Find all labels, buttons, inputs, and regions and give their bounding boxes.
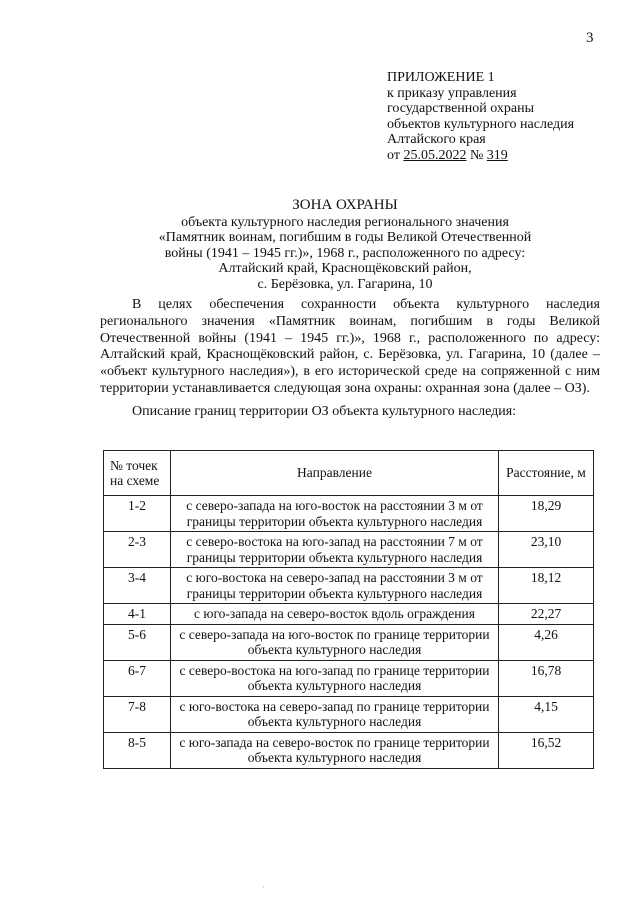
header-points: № точек на схеме — [104, 451, 171, 496]
cell-direction: с северо-запада на юго-восток по границе территории объекта культурного наследия — [171, 624, 499, 660]
appendix-line: государственной охраны — [387, 101, 535, 116]
table-row — [104, 732, 594, 768]
title-line: объекта культурного наследия регионального значения — [181, 214, 509, 230]
cell-direction: с северо-востока на юго-запад на расстоянии 7 м от границы территории объекта культурного наследия — [171, 532, 499, 568]
table-row — [104, 660, 594, 696]
cell-points: 1-2 — [104, 496, 171, 532]
appendix-line: объектов культурного наследия — [387, 116, 575, 132]
page-number: 3 — [586, 30, 594, 46]
cell-points: 2-3 — [104, 532, 171, 568]
cell-points: 5-6 — [104, 624, 171, 660]
date-prefix: от — [387, 147, 404, 163]
cell-direction: с юго-запада на северо-восток по границе территории объекта культурного наследия — [171, 732, 499, 768]
order-date: 25.05.2022 — [403, 147, 467, 163]
cell-direction: с северо-запада на юго-восток на расстоянии 3 м от границы территории объекта культурного наследия — [171, 496, 499, 532]
cell-distance: 4,26 — [499, 624, 594, 660]
cell-distance: 18,12 — [499, 568, 594, 604]
table-row — [104, 624, 594, 660]
header-direction: Направление — [171, 451, 499, 496]
appendix-line: к приказу управления — [387, 85, 517, 101]
table-row — [104, 496, 594, 532]
body-text — [100, 297, 600, 421]
cell-points: 7-8 — [104, 696, 171, 732]
document-title-block — [100, 198, 590, 292]
paragraph-intro: В целях обеспечения сохранности объекта культурного наследия регионального значения «Памятник воинам, погибшим в годы Великой Отечественной войны (1941 – 1945 гг.)», 1968 г., расположенного по адресу: Алтайский край, Краснощёковский район, с. Берёзовка, ул. Гагарина, 10 (далее – «объект культурного наследия»), в его исторической среде на сопряженной с ним территории устанавливается следующая зона охраны: охранная зона (далее – ОЗ). — [100, 297, 600, 396]
title-line: «Памятник воинам, погибшим в годы Великой Отечественной — [158, 230, 532, 245]
cell-distance: 16,52 — [499, 732, 594, 768]
cell-distance: 16,78 — [499, 660, 594, 696]
table-header-row — [104, 451, 594, 496]
appendix-title: ПРИЛОЖЕНИЕ 1 — [387, 70, 495, 85]
cell-distance: 18,29 — [499, 496, 594, 532]
table-row — [104, 604, 594, 625]
title-line: войны (1941 – 1945 гг.)», 1968 г., расположенного по адресу: — [164, 245, 526, 261]
appendix-block — [387, 70, 574, 163]
header-distance: Расстояние, м — [499, 451, 594, 496]
table-row — [104, 532, 594, 568]
cell-points: 3-4 — [104, 568, 171, 604]
appendix-line: Алтайского края — [387, 132, 486, 147]
cell-distance: 22,27 — [499, 604, 594, 625]
order-number: 319 — [486, 147, 508, 163]
cell-distance: 23,10 — [499, 532, 594, 568]
title-line: с. Берёзовка, ул. Гагарина, 10 — [257, 276, 433, 292]
title-line: Алтайский край, Краснощёковский район, — [218, 261, 472, 276]
boundary-table — [103, 450, 594, 769]
table-row — [104, 696, 594, 732]
cell-direction: с северо-востока на юго-запад по границе территории объекта культурного наследия — [171, 660, 499, 696]
cell-points: 8-5 — [104, 732, 171, 768]
paragraph-table-caption: Описание границ территории ОЗ объекта культурного наследия: — [132, 403, 517, 419]
cell-direction: с юго-запада на северо-восток вдоль ограждения — [171, 604, 499, 625]
table-row — [104, 568, 594, 604]
cell-direction: с юго-востока на северо-запад на расстоянии 3 м от границы территории объекта культурного наследия — [171, 568, 499, 604]
cell-distance: 4,15 — [499, 696, 594, 732]
scan-speck: · — [262, 883, 265, 892]
appendix-order-line — [387, 148, 574, 164]
cell-direction: с юго-востока на северо-запад по границе территории объекта культурного наследия — [171, 696, 499, 732]
cell-points: 6-7 — [104, 660, 171, 696]
cell-points: 4-1 — [104, 604, 171, 625]
number-prefix: № — [466, 147, 487, 163]
document-title: ЗОНА ОХРАНЫ — [292, 197, 398, 213]
